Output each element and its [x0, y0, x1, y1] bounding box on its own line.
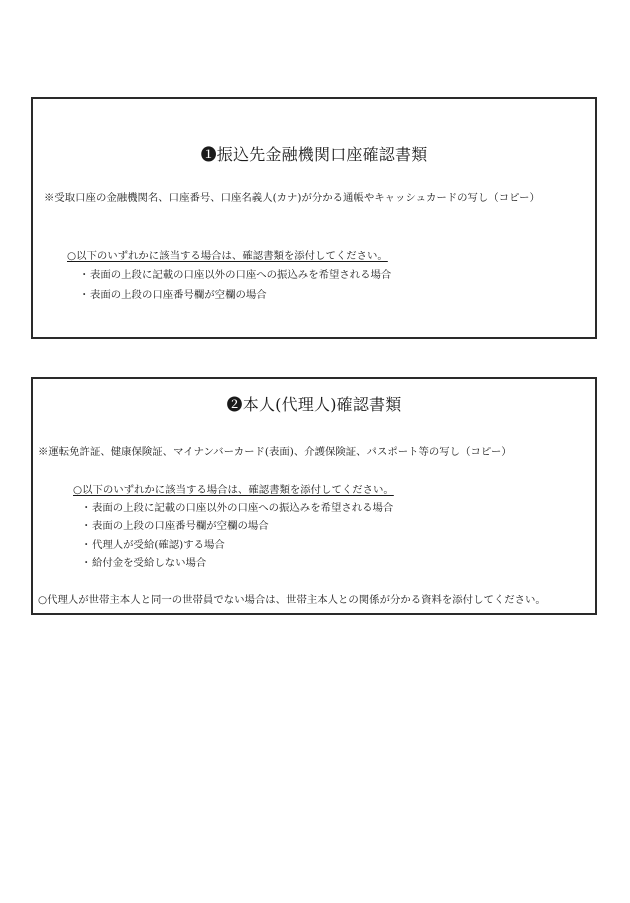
number-1-icon: ❶	[200, 145, 217, 164]
section-2-bullet	[81, 538, 225, 552]
bullet-text: 給付金を受給しない場合	[92, 557, 207, 569]
section-bank-account-documents	[31, 97, 597, 339]
section-1-note: ※受取口座の金融機関名、口座番号、口座名義人(カナ)が分かる通帳やキャッシュカードの写し（コピー）	[44, 192, 540, 204]
number-2-icon: ❷	[226, 395, 243, 414]
bullet-icon: ・	[79, 269, 90, 281]
bullet-icon: ・	[81, 520, 92, 532]
section-1-bullet	[79, 268, 391, 282]
section-2-title	[33, 395, 595, 415]
bullet-text: 表面の上段に記載の口座以外の口座への振込みを希望される場合	[92, 502, 394, 514]
section-2-note: ※運転免許証、健康保険証、マイナンバーカード(表面)、介護保険証、パスポート等の写し（コピー）	[38, 446, 512, 458]
section-1-title	[33, 145, 595, 165]
bullet-icon: ・	[81, 557, 92, 569]
bullet-text: 代理人が受給(確認)する場合	[92, 539, 225, 551]
section-2-footer-note: ○代理人が世帯主本人と同一の世帯員でない場合は、世帯主本人との関係が分かる資料を添付してください。	[38, 594, 546, 606]
section-2-bullet	[81, 556, 206, 570]
bullet-icon: ・	[81, 539, 92, 551]
bullet-text: 表面の上段の口座番号欄が空欄の場合	[90, 289, 267, 301]
bullet-icon: ・	[79, 289, 90, 301]
section-1-condition-heading: ○以下のいずれかに該当する場合は、確認書類を添付してください。	[67, 250, 388, 262]
section-identity-documents	[31, 377, 597, 615]
section-2-bullet	[81, 519, 269, 533]
bullet-text: 表面の上段の口座番号欄が空欄の場合	[92, 520, 269, 532]
section-1-bullet	[79, 288, 267, 302]
section-1-title-text: 振込先金融機関口座確認書類	[216, 145, 428, 164]
bullet-text: 表面の上段に記載の口座以外の口座への振込みを希望される場合	[90, 269, 392, 281]
section-2-condition-heading: ○以下のいずれかに該当する場合は、確認書類を添付してください。	[73, 484, 394, 496]
bullet-icon: ・	[81, 502, 92, 514]
section-2-title-text: 本人(代理人)確認書類	[242, 395, 402, 414]
section-2-bullet	[81, 501, 393, 515]
